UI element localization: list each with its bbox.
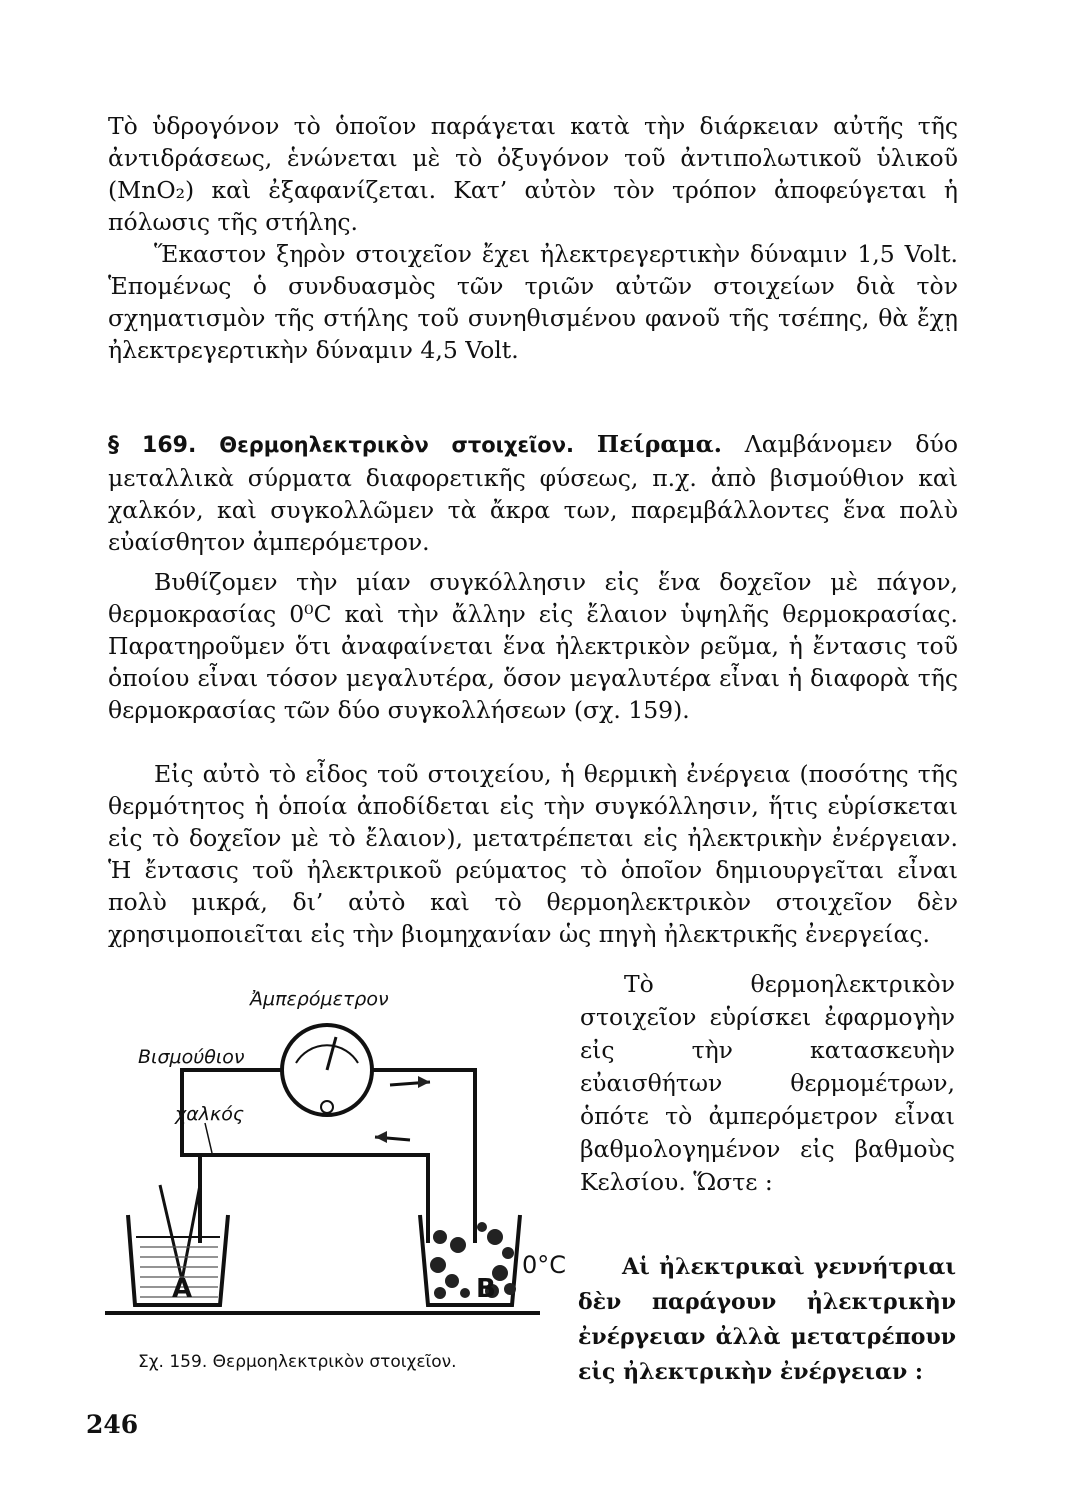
section-experiment-label: Πείραμα. (596, 430, 722, 458)
side-paragraph-application: Τὸ θερμοηλεκτρικὸν στοιχεῖον εὑρίσκει ἐφαρμογὴν εἰς τὴν κατασκευὴν εὐαισθήτων θερμομέτρων, ὁπότε τὸ ἀμπερόμετρον εἶναι βαθμολογημένον εἰς βαθμοὺς Κελσίου. Ὥστε : (580, 970, 955, 1196)
label-junction-a: A (172, 1274, 193, 1304)
section-number: § 169. (108, 433, 197, 458)
label-ammeter: Ἀμπερόμετρον (250, 988, 389, 1010)
page-number: 246 (86, 1410, 139, 1439)
side-paragraph-conclusion: Αἱ ἠλεκτρικαὶ γεννήτριαι δὲν παράγουν ἠλεκτρικὴν ἐνέργειαν ἀλλὰ μετατρέπουν εἰς ἠλεκτρικὴν ἐνέργειαν : (578, 1254, 956, 1385)
section-title: Θερμοηλεκτρικὸν στοιχεῖον. (219, 433, 574, 457)
label-copper: χαλκός (175, 1103, 244, 1125)
figure-caption: Σχ. 159. Θερμοηλεκτρικὸν στοιχεῖον. (138, 1352, 457, 1372)
paragraph-dry-cell: Ἕκαστον ξηρὸν στοιχεῖον ἔχει ἠλεκτρεγερτικὴν δύναμιν 1,5 Volt. Ἑπομένως ὁ συνδυασμὸς τῶν τριῶν αὐτῶν στοιχείων διὰ τὸν σχηματισμὸν τῆς στήλης τοῦ συνηθισμένου φανοῦ τῆς τσέπης, θὰ ἔχῃ ἠλεκτρεγερτικὴν δύναμιν 4,5 Volt. (108, 240, 958, 364)
thermoelectric-figure (100, 975, 567, 1355)
paragraph-thermal-energy: Εἰς αὐτὸ τὸ εἶδος τοῦ στοιχείου, ἡ θερμικὴ ἐνέργεια (ποσότης τῆς θερμότητος ἡ ὁποία ἀποδίδεται εἰς τὴν συγκόλλησιν, ἥτις εὑρίσκεται εἰς τὸ δοχεῖον μὲ τὸ ἔλαιον), μετατρέπεται εἰς ἠλεκτρικὴν ἐνέργειαν. Ἡ ἔντασις τοῦ ἠλεκτρικοῦ ρεύματος τὸ ὁποῖον δημιουργεῖται εἶναι πολὺ μικρά, δι’ αὐτὸ καὶ τὸ θερμοηλεκτρικὸν στοιχεῖον δὲν χρησιμοποιεῖται εἰς τὴν βιομηχανίαν ὡς πηγὴ ἠλεκτρικῆς ἐνεργείας. (108, 760, 958, 948)
paragraph-immersion: Βυθίζομεν τὴν μίαν συγκόλλησιν εἰς ἕνα δοχεῖον μὲ πάγον, θερμοκρασίας 0⁰C καὶ τὴν ἄλλην εἰς ἔλαιον ὑψηλῆς θερμοκρασίας. Παρατηροῦμεν ὅτι ἀναφαίνεται ἕνα ἠλεκτρικὸν ρεῦμα, ἡ ἔντασις τοῦ ὁποίου εἶναι τόσον μεγαλυτέρα, ὅσον μεγαλυτέρα εἶναι ἡ διαφορὰ τῆς θερμοκρασίας τῶν δύο συγκολλήσεων (σχ. 159). (108, 568, 958, 724)
section-169 (108, 428, 958, 558)
paragraph-hydrogen: Τὸ ὑδρογόνον τὸ ὁποῖον παράγεται κατὰ τὴν διάρκειαν αὐτῆς τῆς ἀντιδράσεως, ἑνώνεται μὲ τὸ ὀξυγόνον τοῦ ἀντιπολωτικοῦ ὑλικοῦ (MnO₂) καὶ ἐξαφανίζεται. Κατ’ αὐτὸν τὸν τρόπον ἀποφεύγεται ἡ πόλωσις τῆς στήλης. (108, 112, 958, 236)
label-temperature: 0°C (522, 1251, 567, 1279)
label-junction-b: B (476, 1274, 496, 1304)
section-body: Λαμβάνομεν δύο μεταλλικὰ σύρματα διαφορετικῆς φύσεως, π.χ. ἀπὸ βισμούθιον καὶ χαλκόν, καὶ συγκολλῶμεν τὰ ἄκρα των, παρεμβάλλοντες ἕνα πολὺ εὐαίσθητον ἀμπερόμετρον. (108, 430, 958, 556)
label-bismuth: Βισμούθιον (138, 1046, 245, 1068)
